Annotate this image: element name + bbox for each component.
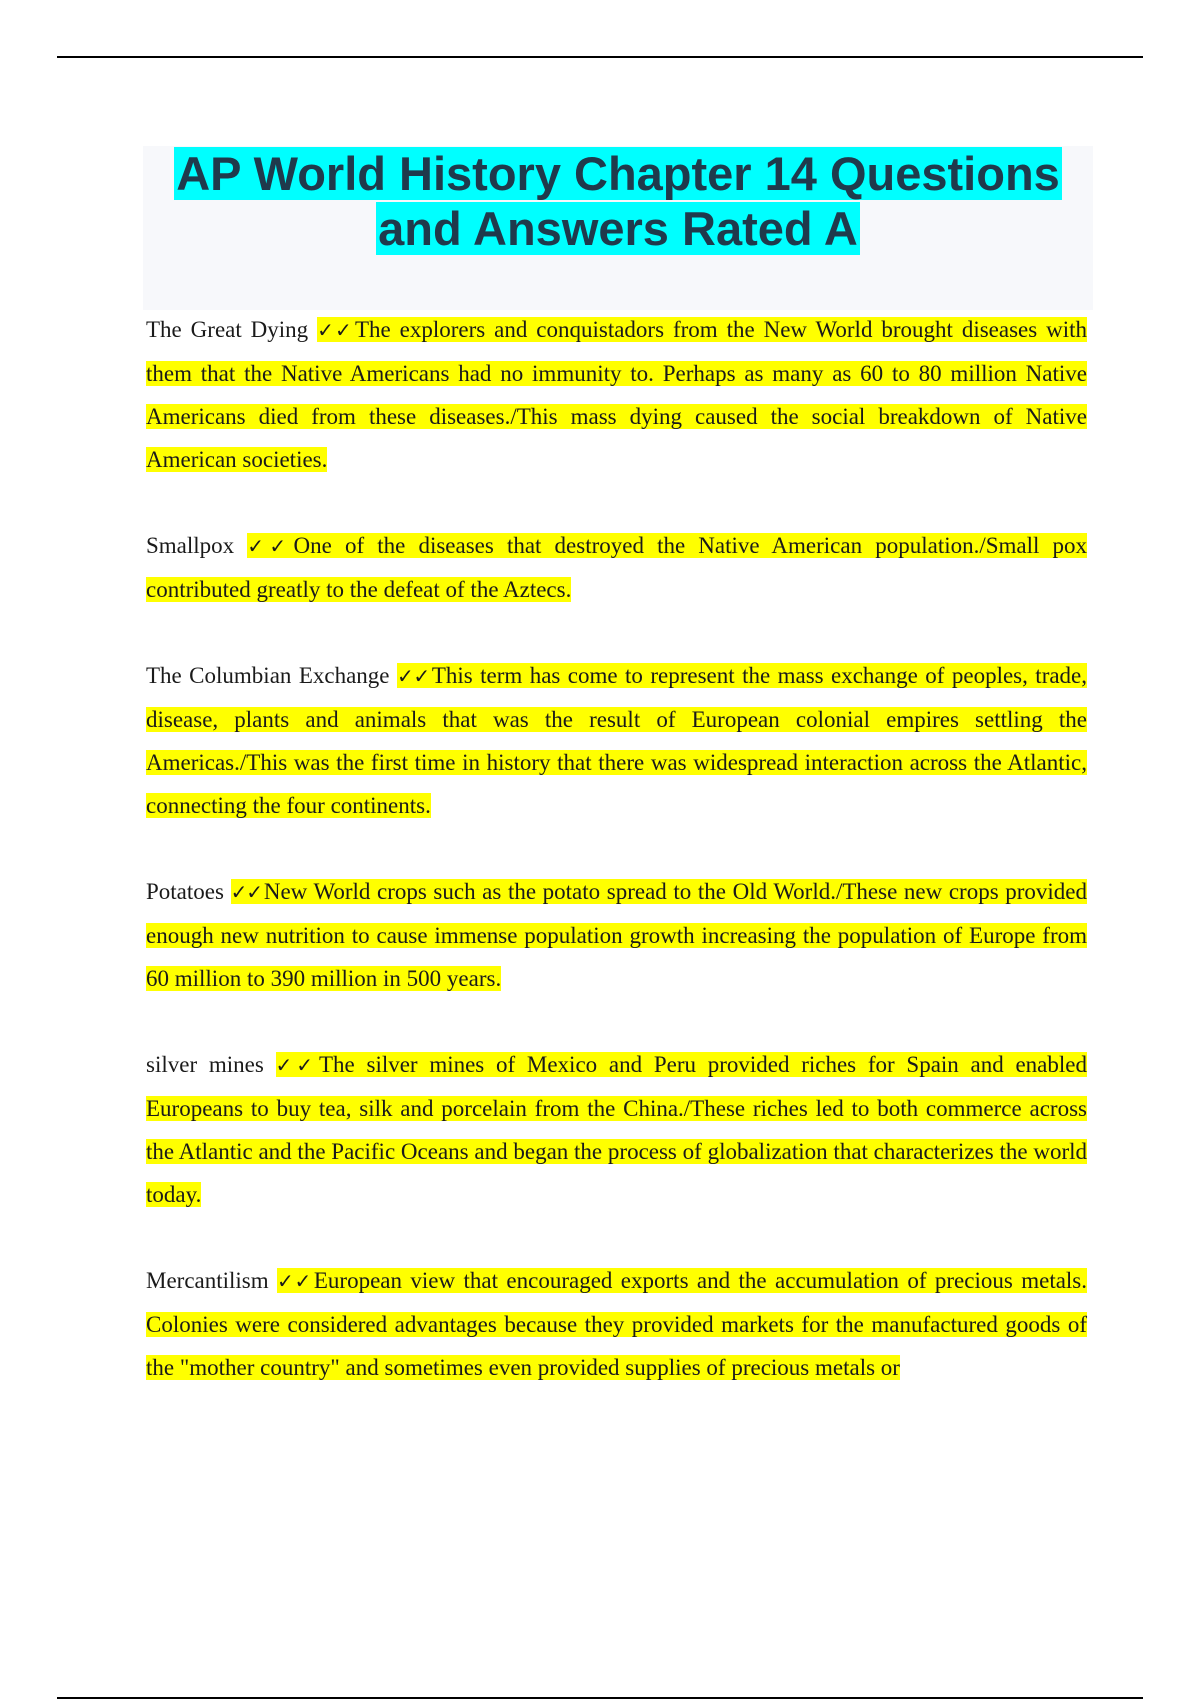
entry-answer-text: The explorers and conquistadors from the New World brought diseases with them that the Native Americans had no immunity to. Perhaps as many as 60 to 80 million Native Americans died from these diseases./This mass dying caused the social breakdown of Native American societies.	[146, 317, 1088, 472]
entry-silver-mines	[146, 1043, 1087, 1216]
entry-answer-text: This term has come to represent the mass exchange of peoples, trade, disease, plants and animals that was the result of European colonial empires settling the Americas./This was the first time in history that there was widespread interaction across the Atlantic, connecting the four continents.	[146, 663, 1088, 818]
page-title	[143, 146, 1093, 256]
title-block	[143, 146, 1093, 310]
entry-answer-text: New World crops such as the potato spread to the Old World./These new crops provided enough new nutrition to cause immense population growth increasing the population of Europe from 60 million to 390 million in 500 years.	[146, 879, 1088, 991]
entry-term: The Great Dying	[146, 317, 309, 342]
entry-answer	[146, 1052, 1087, 1207]
entry-smallpox	[146, 524, 1087, 611]
page-title-text: AP World History Chapter 14 Questions and Answers Rated A	[176, 147, 1060, 255]
entry-answer-text: The silver mines of Mexico and Peru provided riches for Spain and enabled Europeans to buy tea, silk and porcelain from the China./These riches led to both commerce across the Atlantic and the Pacific Oceans and began the process of globalization that characterizes the world today.	[146, 1052, 1087, 1207]
entry-columbian-exchange	[146, 654, 1087, 827]
entry-term: silver mines	[146, 1052, 264, 1077]
check-mark-icon: ✓✓	[247, 534, 292, 558]
entry-answer	[146, 879, 1087, 991]
check-mark-icon: ✓✓	[396, 664, 430, 688]
entry-answer	[146, 1268, 1087, 1380]
bottom-rule	[57, 1697, 1143, 1699]
check-mark-icon: ✓✓	[277, 1269, 312, 1293]
check-mark-icon: ✓✓	[275, 1053, 317, 1077]
check-mark-icon: ✓✓	[230, 880, 262, 904]
entry-term: The Columbian Exchange	[146, 663, 390, 688]
entry-answer-text: European view that encouraged exports and the accumulation of precious metals. Colonies were considered advantages because they provided markets for the manufactured goods of the "mother country" and sometimes even provided supplies of precious metals or	[146, 1268, 1088, 1380]
entry-term: Smallpox	[146, 533, 235, 558]
entry-answer	[146, 533, 1087, 602]
entry-mercantilism	[146, 1259, 1087, 1389]
entry-term: Potatoes	[146, 879, 224, 904]
entry-term: Mercantilism	[146, 1268, 269, 1293]
entry-answer-text: One of the diseases that destroyed the Native American population./Small pox contributed greatly to the defeat of the Aztecs.	[146, 533, 1088, 602]
check-mark-icon: ✓✓	[317, 318, 353, 342]
entry-great-dying	[146, 308, 1087, 481]
entry-potatoes	[146, 870, 1087, 1000]
document-body	[146, 308, 1087, 1432]
top-rule	[57, 56, 1143, 58]
